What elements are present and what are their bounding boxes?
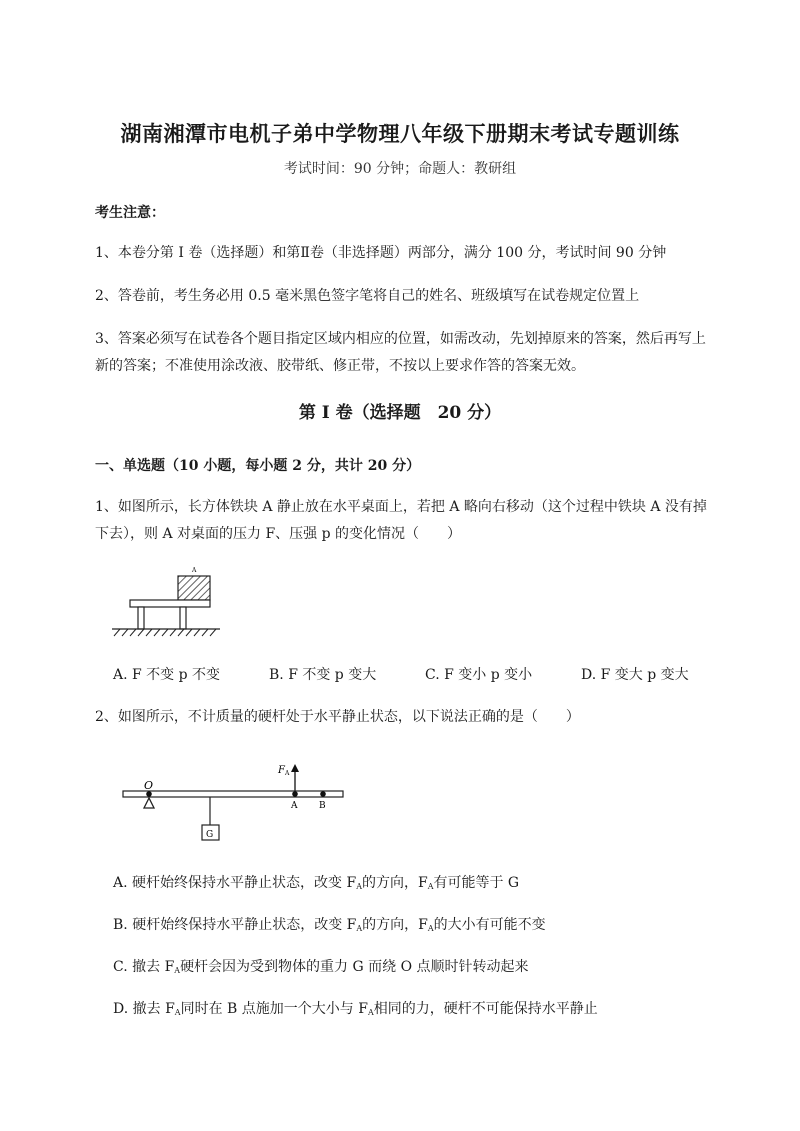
pivot-label: O bbox=[144, 779, 154, 792]
point-b-label: B bbox=[319, 801, 326, 811]
exam-info: 考试时间：90 分钟；命题人：教研组 bbox=[283, 161, 517, 177]
question-1-figure bbox=[108, 562, 233, 644]
q1-option-c[interactable]: C. F 变小 p 变小 bbox=[425, 667, 533, 683]
block-label: A bbox=[192, 567, 197, 574]
question-1-stem: 1、如图所示，长方体铁块 A 静止放在水平桌面上，若把 A 略向右移动（这个过程中铁块 A 没有掉下去），则 A 对桌面的压力 F、压强 p 的变化情况（ ） bbox=[95, 499, 707, 542]
force-arrow-head bbox=[291, 764, 299, 772]
weight-label: G bbox=[206, 830, 214, 840]
note-item-1: 1、本卷分第 I 卷（选择题）和第Ⅱ卷（非选择题）两部分，满分 100 分，考试时间 90 分钟 bbox=[95, 245, 667, 261]
question-2-stem: 2、如图所示，不计质量的硬杆处于水平静止状态，以下说法正确的是（ ） bbox=[95, 709, 580, 725]
point-a bbox=[292, 791, 298, 797]
q2-option-d[interactable]: D. 撤去 $F_A$同时在 B 点施加一个大小与 $F_A$相同的力，硬杆不可能保持水平静止 bbox=[113, 1001, 598, 1017]
note-item-2: 2、答卷前，考生务必用 0.5 毫米黑色签字笔将自己的姓名、班级填写在试卷规定位置上 bbox=[95, 288, 640, 304]
ground-hatching bbox=[114, 629, 216, 636]
point-a-label: A bbox=[291, 801, 298, 811]
table-leg-left bbox=[138, 607, 144, 629]
pivot-support bbox=[144, 798, 154, 808]
force-label: F bbox=[278, 765, 285, 776]
table-leg-right bbox=[180, 607, 186, 629]
notes-heading: 考生注意： bbox=[95, 205, 165, 221]
note-item-3: 3、答案必须写在试卷各个题目指定区域内相应的位置，如需改动，先划掉原来的答案，然后再写上新的答案；不准使用涂改液、胶带纸、修正带，不按以上要求作答的答案无效。 bbox=[95, 331, 706, 374]
iron-block-a bbox=[178, 576, 210, 600]
question-1-options bbox=[113, 664, 733, 684]
q1-option-b[interactable]: B. F 不变 p 变大 bbox=[269, 667, 377, 683]
force-label-sub: A bbox=[285, 770, 290, 777]
q1-option-d[interactable]: D. F 变大 p 变大 bbox=[581, 667, 689, 683]
pivot-point bbox=[146, 791, 152, 797]
part-heading: 一、单选题（10 小题，每小题 2 分，共计 20 分） bbox=[95, 458, 421, 474]
q1-option-a[interactable]: A. F 不变 p 不变 bbox=[113, 667, 221, 683]
question-2-figure bbox=[115, 757, 355, 847]
q2-option-b[interactable]: B. 硬杆始终保持水平静止状态，改变 $F_A$的方向，$F_A$的大小有可能不变 bbox=[113, 917, 546, 933]
point-b bbox=[320, 791, 326, 797]
section-title: 第 I 卷（选择题 20 分） bbox=[298, 403, 502, 423]
table-top bbox=[130, 600, 210, 607]
page-title: 湖南湘潭市电机子弟中学物理八年级下册期末考试专题训练 bbox=[120, 121, 680, 146]
lever-bar bbox=[123, 791, 343, 797]
q2-option-c[interactable]: C. 撤去 $F_A$硬杆会因为受到物体的重力 G 而绕 O 点顺时针转动起来 bbox=[113, 959, 529, 975]
q2-option-a[interactable]: A. 硬杆始终保持水平静止状态，改变 $F_A$的方向，$F_A$有可能等于 G bbox=[113, 875, 520, 891]
